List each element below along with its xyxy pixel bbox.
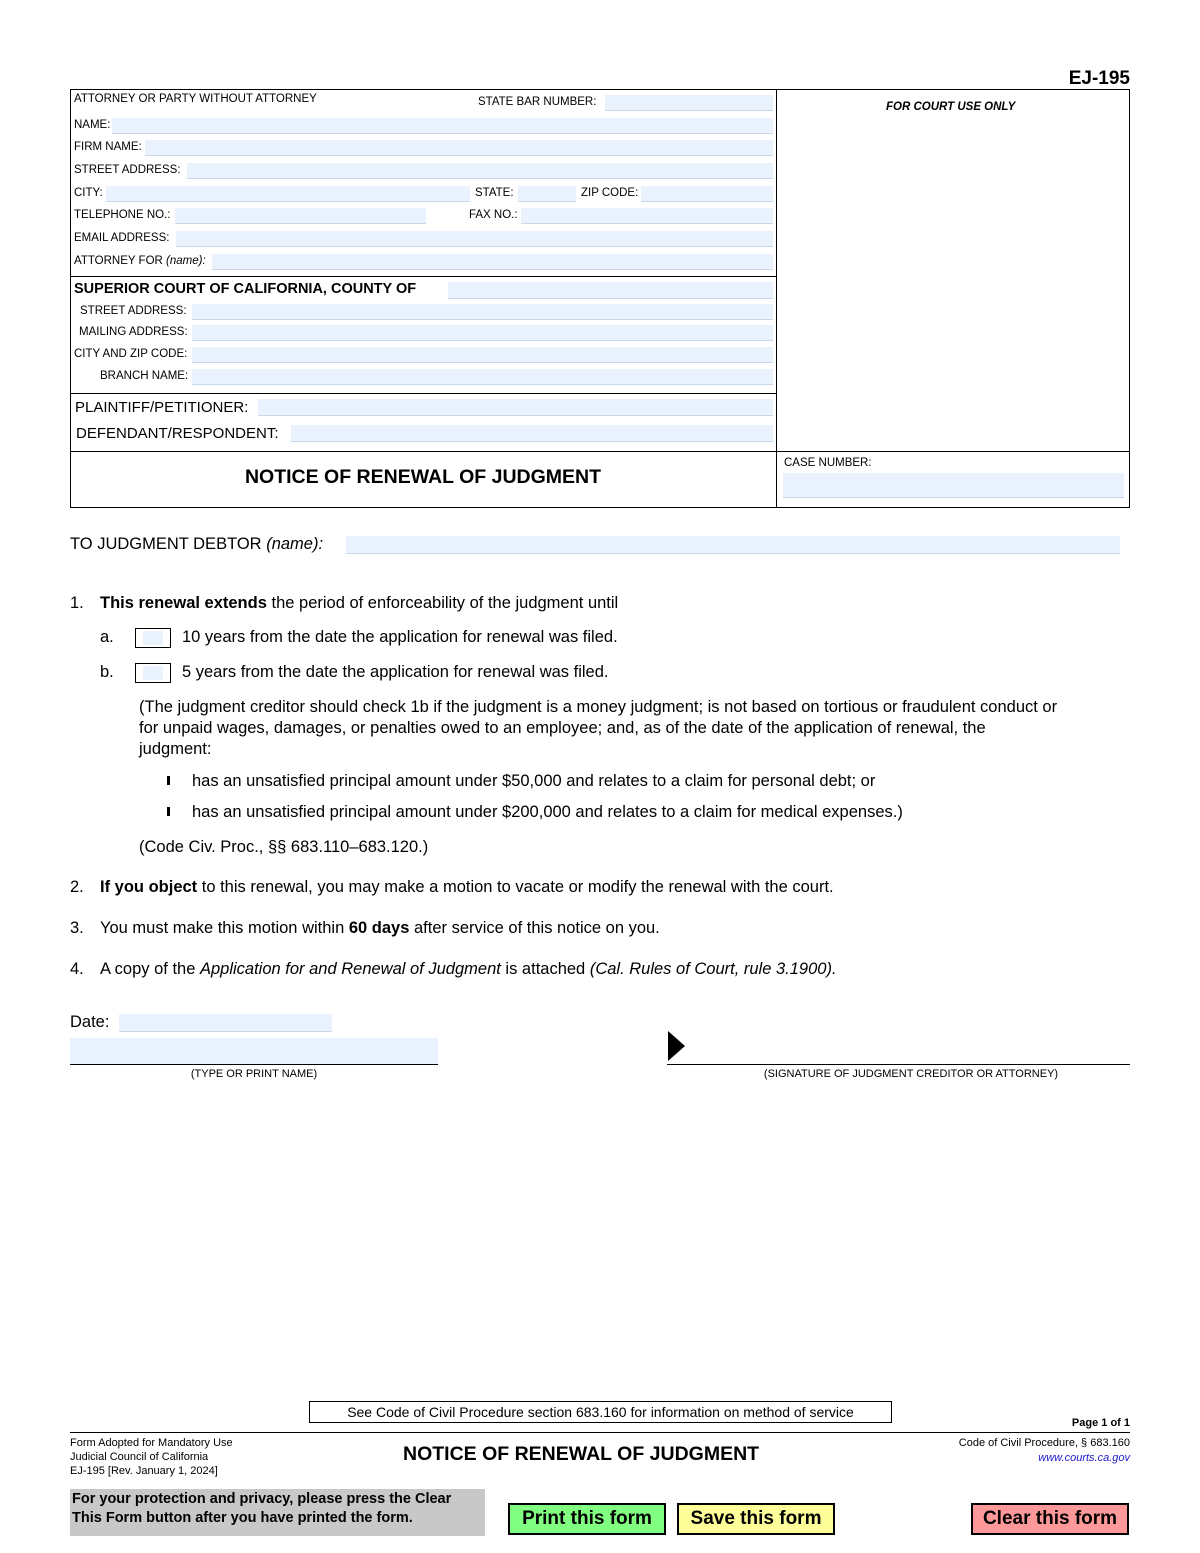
court-street-field[interactable] [192,304,773,320]
print-name-line [70,1064,438,1065]
court-branch-label: BRANCH NAME: [100,370,189,382]
date-field[interactable] [119,1014,332,1032]
privacy-line-2: This Form button after you have printed the form. [72,1510,413,1526]
privacy-note [70,1489,485,1536]
city-label: CITY: [74,187,103,199]
city-field[interactable] [106,186,470,202]
attorney-court-divider [70,276,776,277]
fax-field[interactable] [521,208,773,224]
save-button[interactable]: Save this form [677,1503,835,1535]
state-field[interactable] [518,186,576,202]
item3-text: You must make this motion within 60 days after service of this notice on you. [100,919,660,937]
zip-label: ZIP CODE: [581,187,639,199]
item2-text: If you object to this renewal, you may make a motion to vacate or modify the renewal with the court. [100,878,834,896]
plaintiff-field[interactable] [258,399,773,416]
print-name-field[interactable] [70,1038,438,1064]
item1a-checkbox[interactable] [135,628,171,648]
signature-arrow-icon [668,1031,685,1061]
court-title: SUPERIOR COURT OF CALIFORNIA, COUNTY OF [74,281,417,297]
street-label: STREET ADDRESS: [74,164,181,176]
title-divider [70,451,1130,452]
item1-text: This renewal extends the period of enforceability of the judgment until [100,594,619,612]
page-number: Page 1 of 1 [1071,1417,1130,1429]
case-number-field[interactable] [783,473,1124,498]
court-city-zip-field[interactable] [192,347,773,363]
print-button[interactable]: Print this form [508,1503,666,1535]
state-label: STATE: [475,187,514,199]
note-line-3: judgment: [139,740,212,758]
firm-label: FIRM NAME: [74,141,142,153]
plaintiff-label: PLAINTIFF/PETITIONER: [75,399,249,416]
form-id: EJ-195 [1068,68,1130,89]
state-bar-field[interactable] [605,95,773,111]
telephone-field[interactable] [175,208,426,224]
courts-link[interactable]: www.courts.ca.gov [1038,1452,1130,1464]
form-title: NOTICE OF RENEWAL OF JUDGMENT [244,466,602,488]
service-note: See Code of Civil Procedure section 683.160 for information on method of service [309,1401,892,1423]
item4-number: 4. [70,960,84,978]
footer-rule [70,1432,1130,1433]
clear-button[interactable]: Clear this form [971,1503,1129,1535]
attorney-header: ATTORNEY OR PARTY WITHOUT ATTORNEY [74,93,317,105]
bullet-marker-2 [167,807,170,816]
zip-field[interactable] [641,186,773,202]
name-label: NAME: [74,119,111,131]
court-mailing-label: MAILING ADDRESS: [79,326,188,338]
court-street-label: STREET ADDRESS: [80,305,187,317]
item1b-letter: b. [100,663,114,681]
item1-number: 1. [70,594,84,612]
defendant-label: DEFENDANT/RESPONDENT: [76,425,279,442]
adopted-line-2: Judicial Council of California [70,1451,209,1463]
bullet-marker-1 [167,776,170,785]
email-field[interactable] [176,231,773,247]
item3-number: 3. [70,919,84,937]
signature-line [667,1064,1130,1065]
defendant-field[interactable] [291,425,773,442]
court-city-zip-label: CITY AND ZIP CODE: [74,348,188,360]
item2-number: 2. [70,878,84,896]
attorney-for-label: ATTORNEY FOR (name): [74,255,206,267]
item1b-checkbox[interactable] [135,663,171,683]
item1b-text: 5 years from the date the application for renewal was filed. [182,663,609,681]
street-field[interactable] [187,163,773,179]
court-parties-divider [70,393,776,394]
county-field[interactable] [448,282,773,299]
state-bar-label: STATE BAR NUMBER: [478,96,597,108]
fax-label: FAX NO.: [469,209,518,221]
debtor-label: TO JUDGMENT DEBTOR (name): [70,535,324,553]
bullet-1: has an unsatisfied principal amount under $50,000 and relates to a claim for personal debt; or [192,772,876,790]
item1a-text: 10 years from the date the application for renewal was filed. [182,628,618,646]
debtor-name-field[interactable] [346,536,1120,554]
privacy-line-1: For your protection and privacy, please press the Clear [72,1491,452,1507]
court-use-label: FOR COURT USE ONLY [886,101,1016,113]
item1a-letter: a. [100,628,114,646]
name-field[interactable] [112,118,773,134]
court-branch-field[interactable] [192,369,773,385]
telephone-label: TELEPHONE NO.: [74,209,171,221]
bullet-2: has an unsatisfied principal amount under $200,000 and relates to a claim for medical expenses.) [192,803,903,821]
code-reference: (Code Civ. Proc., §§ 683.110–683.120.) [139,838,429,856]
attorney-for-field[interactable] [212,254,773,270]
footer-title: NOTICE OF RENEWAL OF JUDGMENT [403,1443,760,1465]
case-number-label: CASE NUMBER: [784,457,872,469]
court-mailing-field[interactable] [192,325,773,341]
firm-field[interactable] [145,140,773,156]
signature-label: (SIGNATURE OF JUDGMENT CREDITOR OR ATTORNEY) [763,1068,1059,1080]
adopted-line-1: Form Adopted for Mandatory Use [70,1437,233,1449]
note-line-2: for unpaid wages, damages, or penalties owed to an employee; and, as of the date of the application of renewal, the [139,719,986,737]
adopted-line-3: EJ-195 [Rev. January 1, 2024] [70,1465,218,1477]
footer-code: Code of Civil Procedure, § 683.160 [958,1437,1130,1449]
note-line-1: (The judgment creditor should check 1b if the judgment is a money judgment; is not based on tortious or fraudulent conduct or [139,698,1058,716]
item4-text: A copy of the Application for and Renewal of Judgment is attached (Cal. Rules of Court, rule 3.1900). [100,960,837,978]
date-label: Date: [70,1013,110,1031]
header-divider [776,89,777,508]
type-print-name-label: (TYPE OR PRINT NAME) [190,1068,318,1080]
email-label: EMAIL ADDRESS: [74,232,170,244]
